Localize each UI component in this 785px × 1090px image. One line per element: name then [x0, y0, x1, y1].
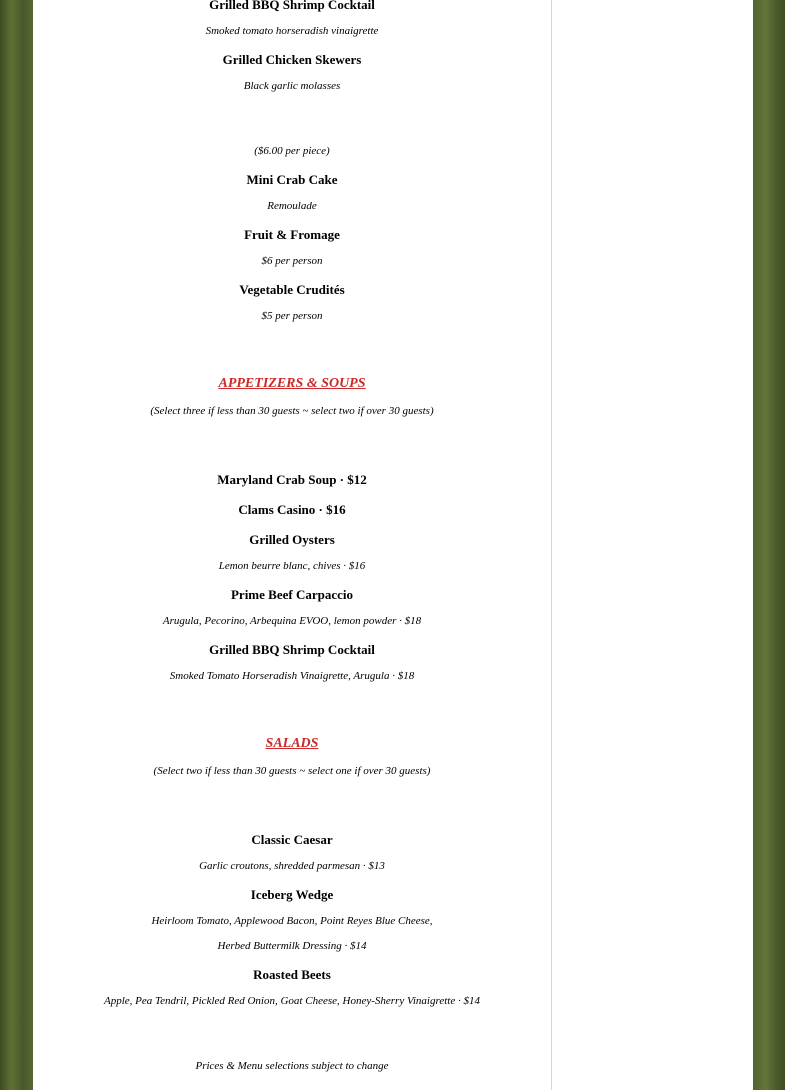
section-selection-note: (Select three if less than 30 guests ~ select two if over 30 guests): [150, 405, 434, 417]
menu-item-description: Arugula, Pecorino, Arbequina EVOO, lemon powder · $18: [162, 615, 422, 627]
menu-item-name: Grilled Oysters: [249, 532, 335, 547]
background-right-border: [753, 0, 785, 1090]
menu-item-description: Smoked Tomato Horseradish Vinaigrette, Arugula · $18: [169, 670, 415, 682]
menu-item-name: Classic Caesar: [251, 832, 333, 847]
menu-item-name: Clams Casino · $16: [238, 502, 346, 517]
menu-item-description: Smoked tomato horseradish vinaigrette: [205, 25, 379, 37]
menu-item-name: Grilled Chicken Skewers: [222, 52, 362, 67]
menu-item-name: Grilled BBQ Shrimp Cocktail: [209, 0, 375, 12]
menu-item-name: Roasted Beets: [253, 967, 331, 982]
per-piece-price-note: ($6.00 per piece): [254, 145, 330, 157]
section-selection-note: (Select two if less than 30 guests ~ select one if over 30 guests): [153, 765, 431, 777]
menu-item-name: Mini Crab Cake: [246, 172, 338, 187]
menu-item-description: Heirloom Tomato, Applewood Bacon, Point Reyes Blue Cheese,: [151, 915, 433, 927]
sidebar-column: [552, 0, 753, 1090]
menu-item-name: Prime Beef Carpaccio: [230, 587, 353, 602]
menu-item-description: Garlic croutons, shredded parmesan · $13: [199, 860, 385, 872]
menu-item-name: Maryland Crab Soup · $12: [217, 472, 367, 487]
menu-item-price: $6 per person: [261, 255, 323, 267]
menu-content: [33, 0, 551, 1090]
menu-item-name: Iceberg Wedge: [250, 887, 334, 902]
section-heading-appetizers: APPETIZERS & SOUPS: [218, 376, 366, 391]
footer-note: Prices & Menu selections subject to change: [195, 1060, 389, 1072]
background-left-border: [0, 0, 33, 1090]
menu-item-price: $5 per person: [261, 310, 323, 322]
menu-item-description: Black garlic molasses: [243, 80, 341, 92]
menu-item-name: Vegetable Crudités: [239, 282, 345, 297]
menu-item-name: Fruit & Fromage: [244, 227, 340, 242]
section-heading-salads: SALADS: [265, 736, 319, 751]
menu-item-description: Lemon beurre blanc, chives · $16: [218, 560, 366, 572]
menu-item-description: Remoulade: [267, 200, 317, 212]
menu-page: [33, 0, 753, 1090]
menu-item-description: Apple, Pea Tendril, Pickled Red Onion, Goat Cheese, Honey-Sherry Vinaigrette · $14: [104, 995, 480, 1007]
menu-item-name: Grilled BBQ Shrimp Cocktail: [209, 642, 375, 657]
menu-item-description: Herbed Buttermilk Dressing · $14: [217, 940, 367, 952]
